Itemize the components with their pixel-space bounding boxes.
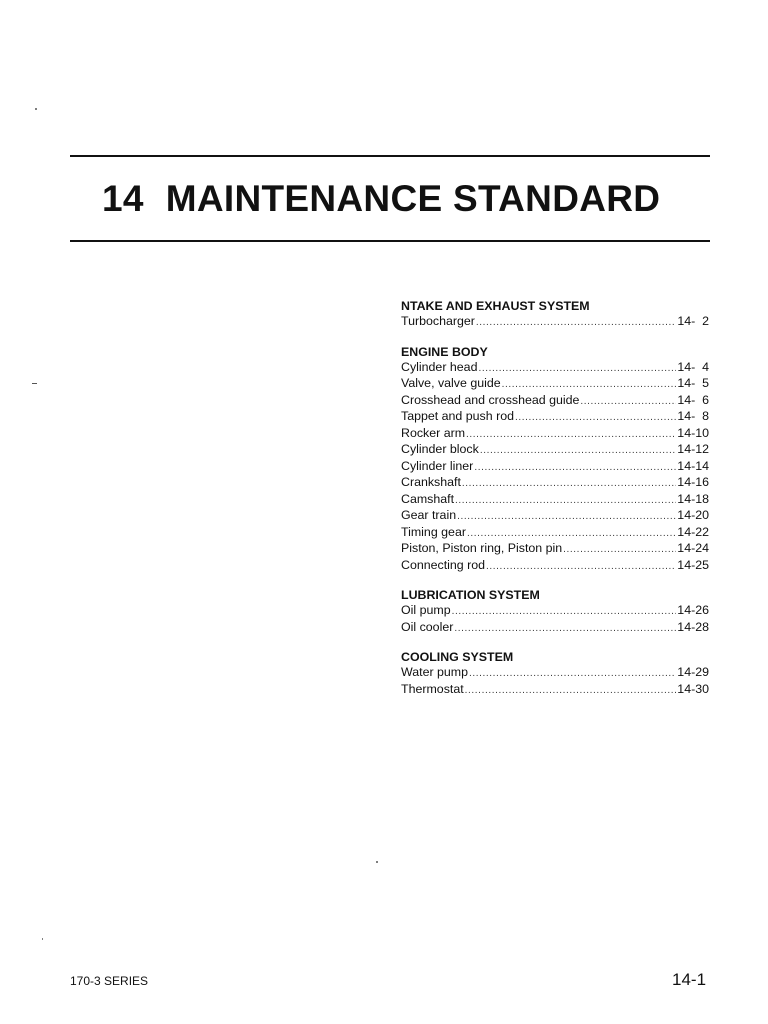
toc-dot-leader <box>480 444 676 459</box>
toc-entry <box>401 665 709 682</box>
toc-entry <box>401 541 709 558</box>
toc-entry <box>401 442 709 459</box>
toc-entry <box>401 409 709 426</box>
toc-dot-leader <box>454 622 676 637</box>
toc-entry-page: 14-14 <box>677 458 709 473</box>
toc-entry-label: Rocker arm <box>401 425 466 440</box>
toc-entry-page: 14-24 <box>677 541 709 555</box>
toc-section-heading: COOLING SYSTEM <box>401 650 514 664</box>
toc-entry-page: 14- 2 <box>677 314 709 328</box>
toc-entry <box>401 558 709 575</box>
toc-dot-leader <box>515 411 676 426</box>
toc-section <box>401 649 709 698</box>
toc-dot-leader <box>452 605 677 620</box>
toc-section <box>401 587 709 636</box>
toc-entry-label: Camshaft <box>401 491 455 506</box>
footer-series: 170-3 SERIES <box>70 974 149 988</box>
toc-entry-page: 14-22 <box>677 524 709 539</box>
toc-entry-page: 14- 6 <box>677 392 709 407</box>
toc-section-heading: NTAKE AND EXHAUST SYSTEM <box>401 299 590 313</box>
chapter-number: 14 <box>102 178 144 219</box>
chapter-title <box>102 178 660 220</box>
toc-entry-label: Turbocharger <box>401 314 475 328</box>
toc-dot-leader <box>478 362 676 377</box>
toc-dot-leader <box>469 667 676 682</box>
toc-entry <box>401 620 709 637</box>
toc-section <box>401 344 709 575</box>
toc-entry-label: Connecting rod <box>401 557 486 572</box>
table-of-contents <box>401 298 709 711</box>
toc-entry <box>401 314 709 331</box>
toc-dot-leader <box>486 560 676 575</box>
scan-speck <box>32 383 37 384</box>
toc-entry-label: Gear train <box>401 508 457 522</box>
toc-entry <box>401 603 709 620</box>
toc-entry-label: Crosshead and crosshead guide <box>401 392 580 407</box>
toc-entry <box>401 508 709 525</box>
toc-entry-label: Oil cooler <box>401 619 454 634</box>
toc-dot-leader <box>467 527 676 542</box>
toc-entry-page: 14-20 <box>677 508 709 522</box>
toc-entry-page: 14-12 <box>677 442 709 456</box>
title-top-rule <box>70 155 710 157</box>
toc-entry-label: Water pump <box>401 665 469 679</box>
toc-entry <box>401 426 709 443</box>
toc-entry-label: Thermostat <box>401 681 464 696</box>
scan-speck <box>35 108 37 110</box>
toc-entry-label: Cylinder block <box>401 442 479 456</box>
toc-dot-leader <box>563 543 676 558</box>
toc-entry <box>401 459 709 476</box>
toc-entry-label: Cylinder liner <box>401 458 474 473</box>
toc-entry-label: Valve, valve guide <box>401 376 501 390</box>
toc-dot-leader <box>465 684 677 699</box>
footer-page-number: 14-1 <box>672 970 707 989</box>
toc-dot-leader <box>474 461 676 476</box>
toc-entry <box>401 393 709 410</box>
toc-section-heading: LUBRICATION SYSTEM <box>401 588 540 602</box>
toc-entry-label: Piston, Piston ring, Piston pin <box>401 541 563 555</box>
scan-speck <box>376 861 378 863</box>
toc-entry <box>401 360 709 377</box>
toc-entry <box>401 475 709 492</box>
toc-entry <box>401 682 709 699</box>
toc-entry-page: 14-16 <box>677 475 709 489</box>
toc-dot-leader <box>462 477 676 492</box>
toc-entry-page: 14- 4 <box>677 359 709 374</box>
toc-entry-page: 14-10 <box>677 425 709 440</box>
toc-entry-page: 14-18 <box>677 491 709 506</box>
toc-entry-page: 14-26 <box>677 603 709 617</box>
toc-dot-leader <box>466 428 676 443</box>
toc-dot-leader <box>457 510 676 525</box>
toc-entry-label: Cylinder head <box>401 359 478 374</box>
toc-dot-leader <box>580 395 676 410</box>
toc-entry <box>401 492 709 509</box>
toc-entry <box>401 376 709 393</box>
toc-entry-label: Timing gear <box>401 524 466 539</box>
toc-entry-label: Oil pump <box>401 603 451 617</box>
toc-entry-label: Crankshaft <box>401 475 461 489</box>
toc-entry-page: 14- 5 <box>677 376 709 390</box>
toc-entry-label: Tappet and push rod <box>401 409 514 423</box>
toc-dot-leader <box>502 378 677 393</box>
toc-entry-page: 14-25 <box>677 557 709 572</box>
title-bottom-rule <box>70 240 710 242</box>
toc-section <box>401 298 709 331</box>
toc-entry <box>401 525 709 542</box>
toc-entry-page: 14- 8 <box>677 409 709 423</box>
toc-dot-leader <box>455 494 676 509</box>
toc-dot-leader <box>476 316 676 331</box>
chapter-title-text: MAINTENANCE STANDARD <box>165 178 661 219</box>
toc-section-heading: ENGINE BODY <box>401 344 488 359</box>
toc-entry-page: 14-28 <box>677 619 709 634</box>
toc-entry-page: 14-30 <box>677 681 709 696</box>
toc-entry-page: 14-29 <box>677 665 709 679</box>
scan-speck <box>42 938 43 940</box>
